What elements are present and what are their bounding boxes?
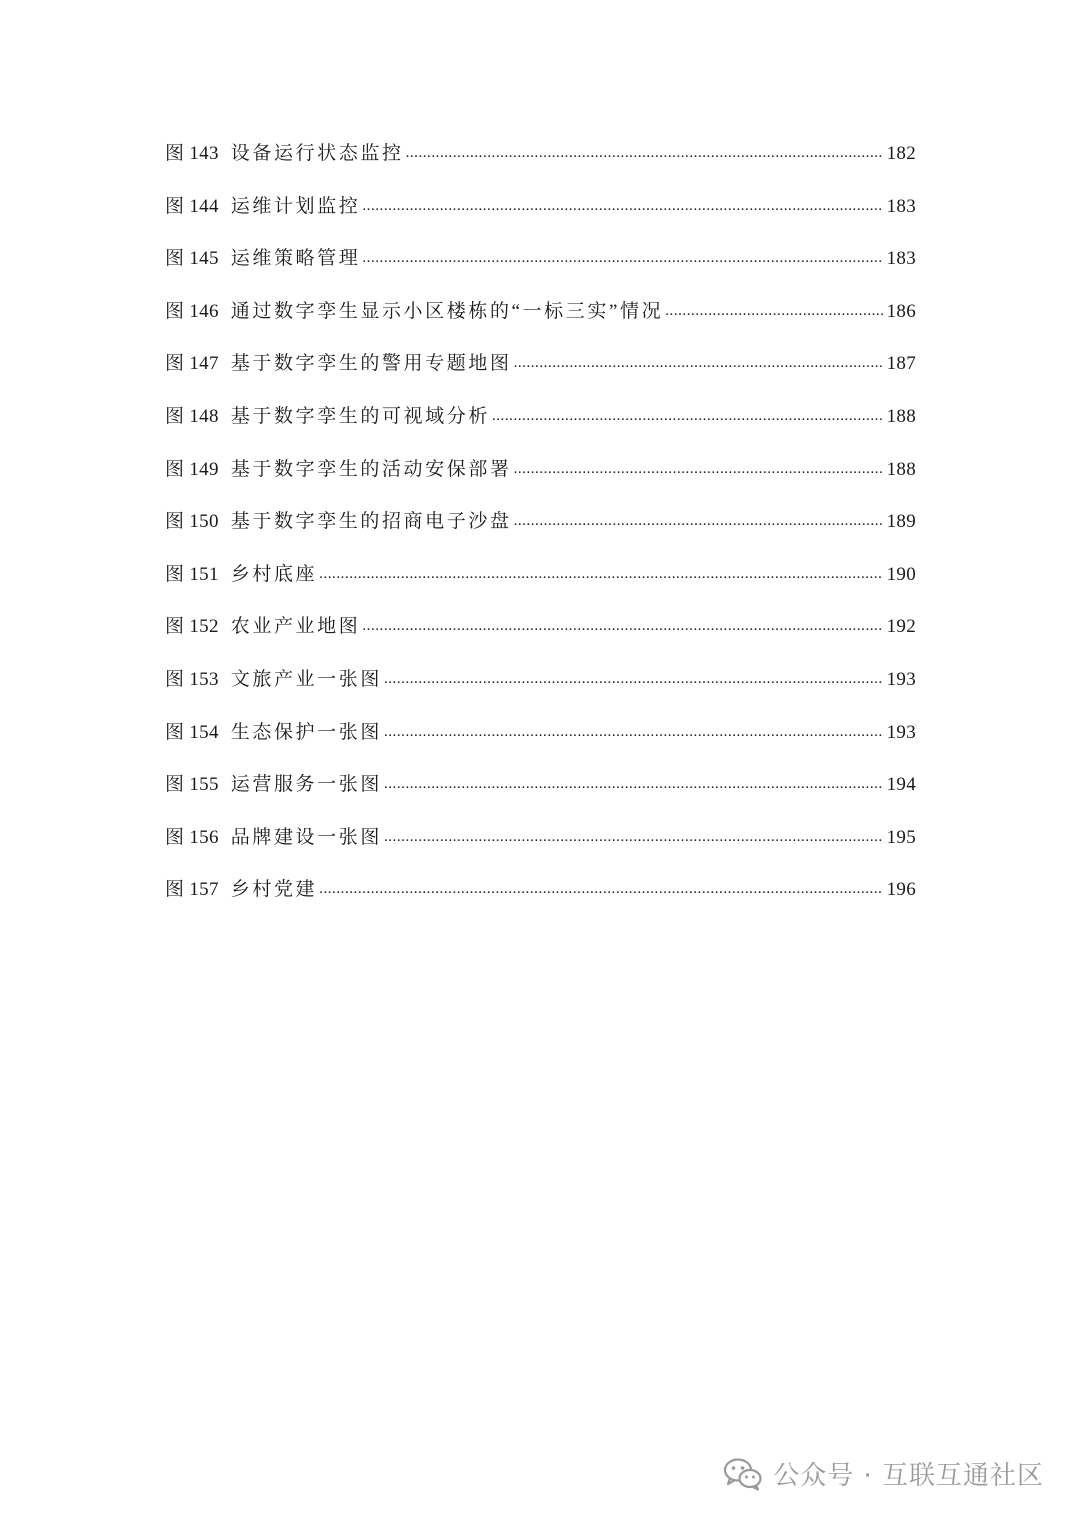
watermark-text: 公众号 · 互联互通社区 [773,1461,1044,1491]
dot-leader [362,193,882,212]
dot-leader [384,719,883,738]
toc-entry-143[interactable] [165,138,916,191]
figure-number: 图 155 [165,774,219,796]
page-number: 186 [886,300,916,322]
figure-title: 基于数字孪生的招商电子沙盘 [230,511,512,533]
toc-entry-157[interactable] [165,874,916,927]
dot-leader [514,350,883,369]
dot-leader [665,298,882,317]
figure-number: 图 143 [165,143,219,164]
dot-leader [492,403,883,422]
dot-leader [362,245,882,264]
figure-title: 运维计划监控 [230,195,361,217]
figure-number: 图 149 [165,458,219,480]
page-number: 192 [886,616,916,638]
toc-entry-149[interactable] [165,454,916,507]
toc-entry-153[interactable] [165,664,916,717]
figure-title: 基于数字孪生的警用专题地图 [230,353,512,375]
figure-number: 图 145 [165,248,219,270]
page-number: 183 [886,248,916,270]
wechat-watermark [723,1455,1044,1492]
figure-number: 图 148 [165,405,219,427]
figure-title: 农业产业地图 [230,616,361,638]
toc-entry-155[interactable] [165,769,916,822]
page-number: 193 [886,668,916,690]
toc-entry-156[interactable] [165,822,916,875]
figure-number: 图 151 [165,563,219,585]
figure-number: 图 154 [165,721,219,743]
figure-title: 文旅产业一张图 [230,668,382,690]
figure-number: 图 156 [165,826,219,848]
dot-leader [384,824,883,843]
figure-title: 生态保护一张图 [230,721,382,743]
page-number: 188 [886,405,916,427]
figure-number: 图 147 [165,353,219,375]
figure-title: 设备运行状态监控 [230,143,404,164]
page-number: 189 [886,511,916,533]
dot-leader [362,613,882,632]
dot-leader [514,456,883,475]
toc-entry-146[interactable] [165,296,916,349]
page-number: 195 [886,826,916,848]
toc-entry-154[interactable] [165,717,916,770]
page-number: 194 [886,774,916,796]
figure-title: 基于数字孪生的活动安保部署 [230,458,512,480]
dot-leader [406,140,883,159]
page-number: 193 [886,721,916,743]
figure-list [165,138,916,927]
toc-entry-152[interactable] [165,611,916,664]
page-number: 188 [886,458,916,480]
figure-number: 图 152 [165,616,219,638]
dot-leader [384,771,883,790]
toc-entry-148[interactable] [165,401,916,454]
figure-title: 乡村党建 [230,879,318,901]
figure-number: 图 150 [165,511,219,533]
page-number: 182 [886,143,916,164]
toc-entry-145[interactable] [165,243,916,296]
figure-title: 通过数字孪生显示小区楼栋的“一标三实”情况 [230,300,664,322]
figure-number: 图 157 [165,879,219,901]
page-number: 196 [886,879,916,901]
figure-title: 基于数字孪生的可视域分析 [230,405,490,427]
toc-entry-144[interactable] [165,191,916,244]
figure-title: 品牌建设一张图 [230,826,382,848]
dot-leader [384,666,883,685]
toc-entry-151[interactable] [165,559,916,612]
figure-number: 图 144 [165,195,219,217]
figure-title: 运营服务一张图 [230,774,382,796]
wechat-icon [723,1457,763,1491]
figure-number: 图 146 [165,300,219,322]
toc-entry-150[interactable] [165,506,916,559]
figure-title: 乡村底座 [230,563,318,585]
page-number: 183 [886,195,916,217]
dot-leader [514,508,883,527]
page-number: 187 [886,353,916,375]
dot-leader [319,561,882,580]
figure-title: 运维策略管理 [230,248,361,270]
dot-leader [319,876,882,895]
figure-number: 图 153 [165,668,219,690]
toc-entry-147[interactable] [165,348,916,401]
page-number: 190 [886,563,916,585]
